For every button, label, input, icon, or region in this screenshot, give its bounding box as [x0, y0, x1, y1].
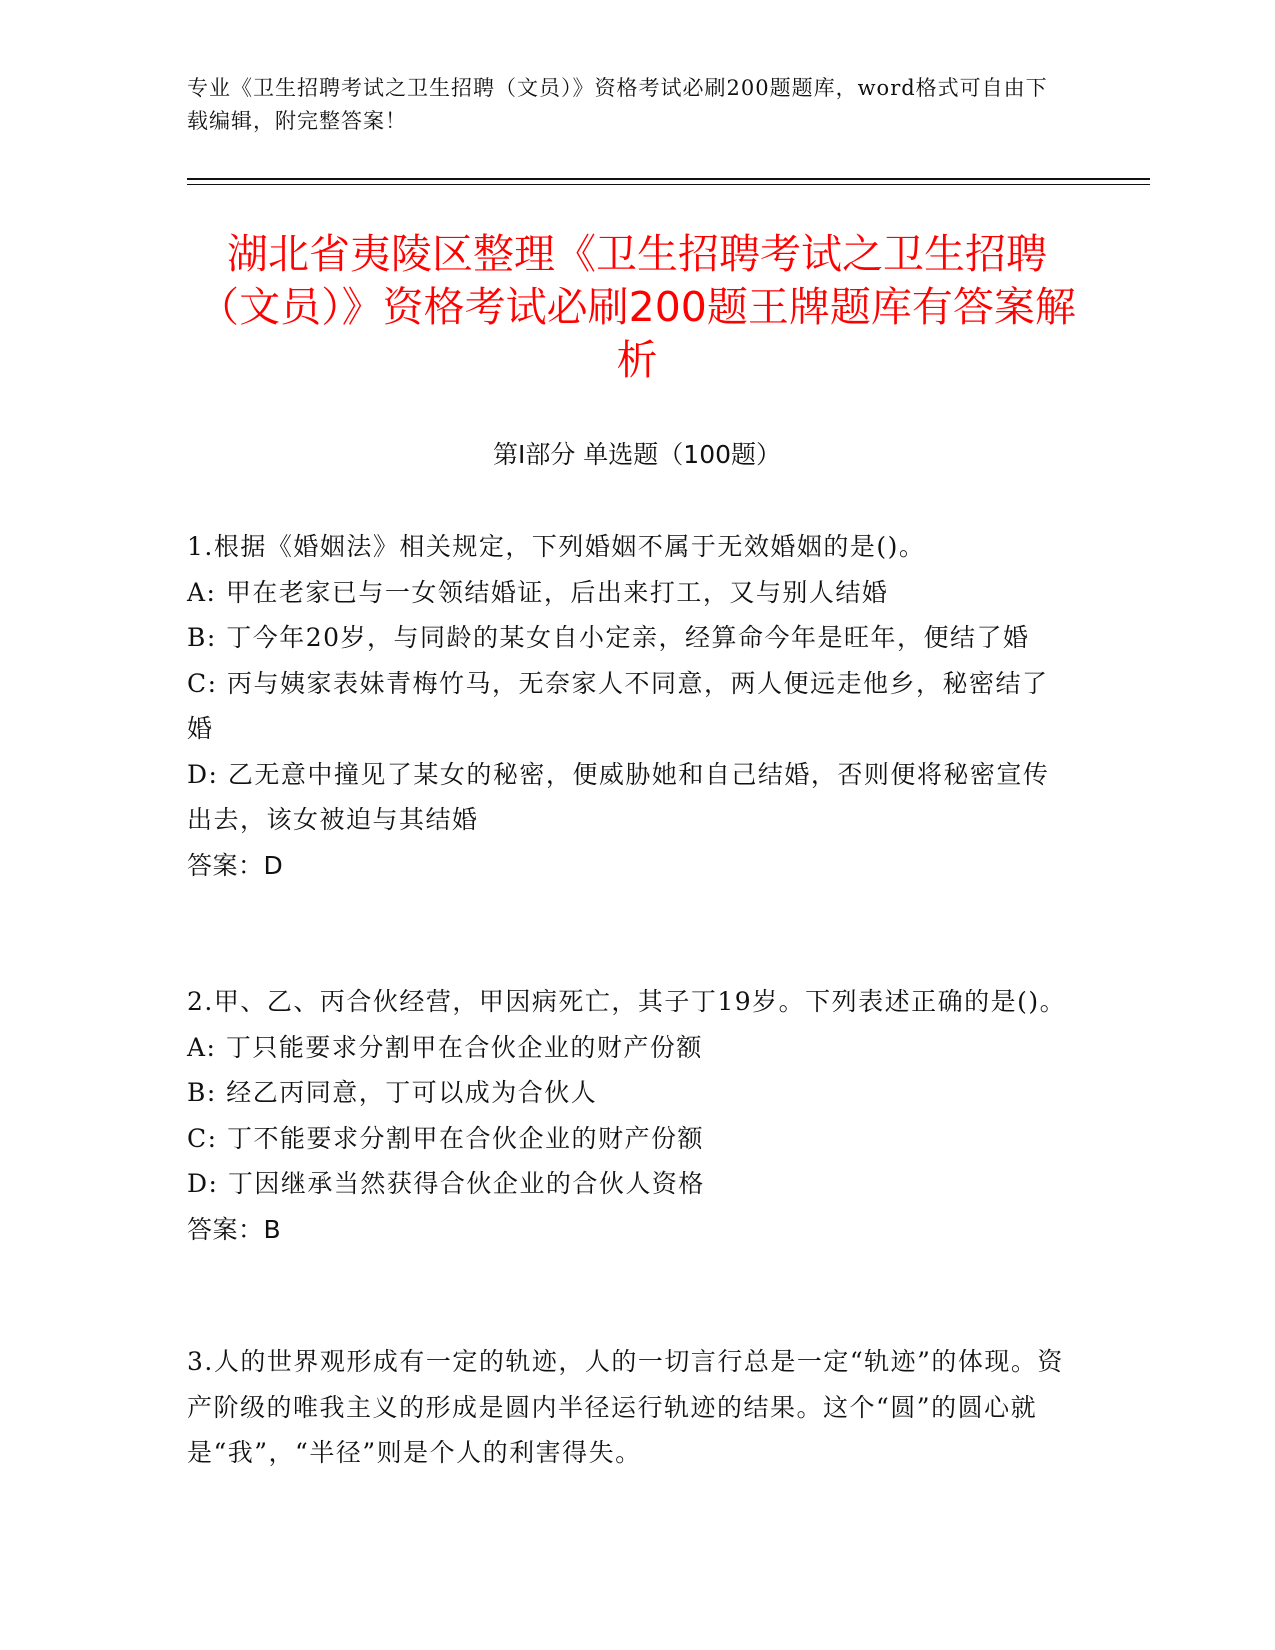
section-title: 第Ⅰ部分 单选题（100题）: [492, 440, 782, 469]
option-a: A: 丁只能要求分割甲在合伙企业的财产份额: [187, 1032, 703, 1062]
question-3: [187, 1339, 1067, 1476]
option-b: B: 经乙丙同意，丁可以成为合伙人: [187, 1078, 598, 1107]
question-stem: 3.人的世界观形成有一定的轨迹，人的一切言行总是一定“轨迹”的体现。资产阶级的唯我主义的形成是圆内半径运行轨迹的结果。这个“圆”的圆心就是“我”，“半径”则是个人的利害得失。: [187, 1347, 1064, 1467]
header-divider: [187, 178, 1150, 180]
header-divider-thin: [187, 184, 1150, 185]
document-title: 湖北省夷陵区整理《卫生招聘考试之卫生招聘（文员）》资格考试必刷200题王牌题库有答案解析: [198, 230, 1076, 384]
question-2: [187, 979, 1067, 1252]
option-a: A: 甲在老家已与一女领结婚证，后出来打工，又与别人结婚: [187, 577, 889, 607]
question-stem: 1.根据《婚姻法》相关规定，下列婚姻不属于无效婚姻的是()。: [187, 532, 926, 561]
question-1: [187, 524, 1067, 888]
option-d: D: 丁因继承当然获得合伙企业的合伙人资格: [187, 1169, 705, 1198]
header-note: 专业《卫生招聘考试之卫生招聘（文员）》资格考试必刷200题题库，word格式可自由下载编辑，附完整答案！: [187, 76, 1048, 133]
question-stem: 2.甲、乙、丙合伙经营，甲因病死亡，其子丁19岁。下列表述正确的是()。: [187, 987, 1067, 1016]
option-c: C: 丙与姨家表妹青梅竹马，无奈家人不同意，两人便远走他乡，秘密结了婚: [187, 668, 1049, 743]
option-d: D: 乙无意中撞见了某女的秘密，便威胁她和自己结婚，否则便将秘密宣传出去，该女被迫与其结婚: [187, 759, 1050, 834]
answer: 答案：D: [187, 850, 284, 880]
answer: 答案：B: [187, 1214, 282, 1244]
option-b: B: 丁今年20岁，与同龄的某女自小定亲，经算命今年是旺年，便结了婚: [187, 623, 1030, 652]
option-c: C: 丁不能要求分割甲在合伙企业的财产份额: [187, 1123, 704, 1153]
